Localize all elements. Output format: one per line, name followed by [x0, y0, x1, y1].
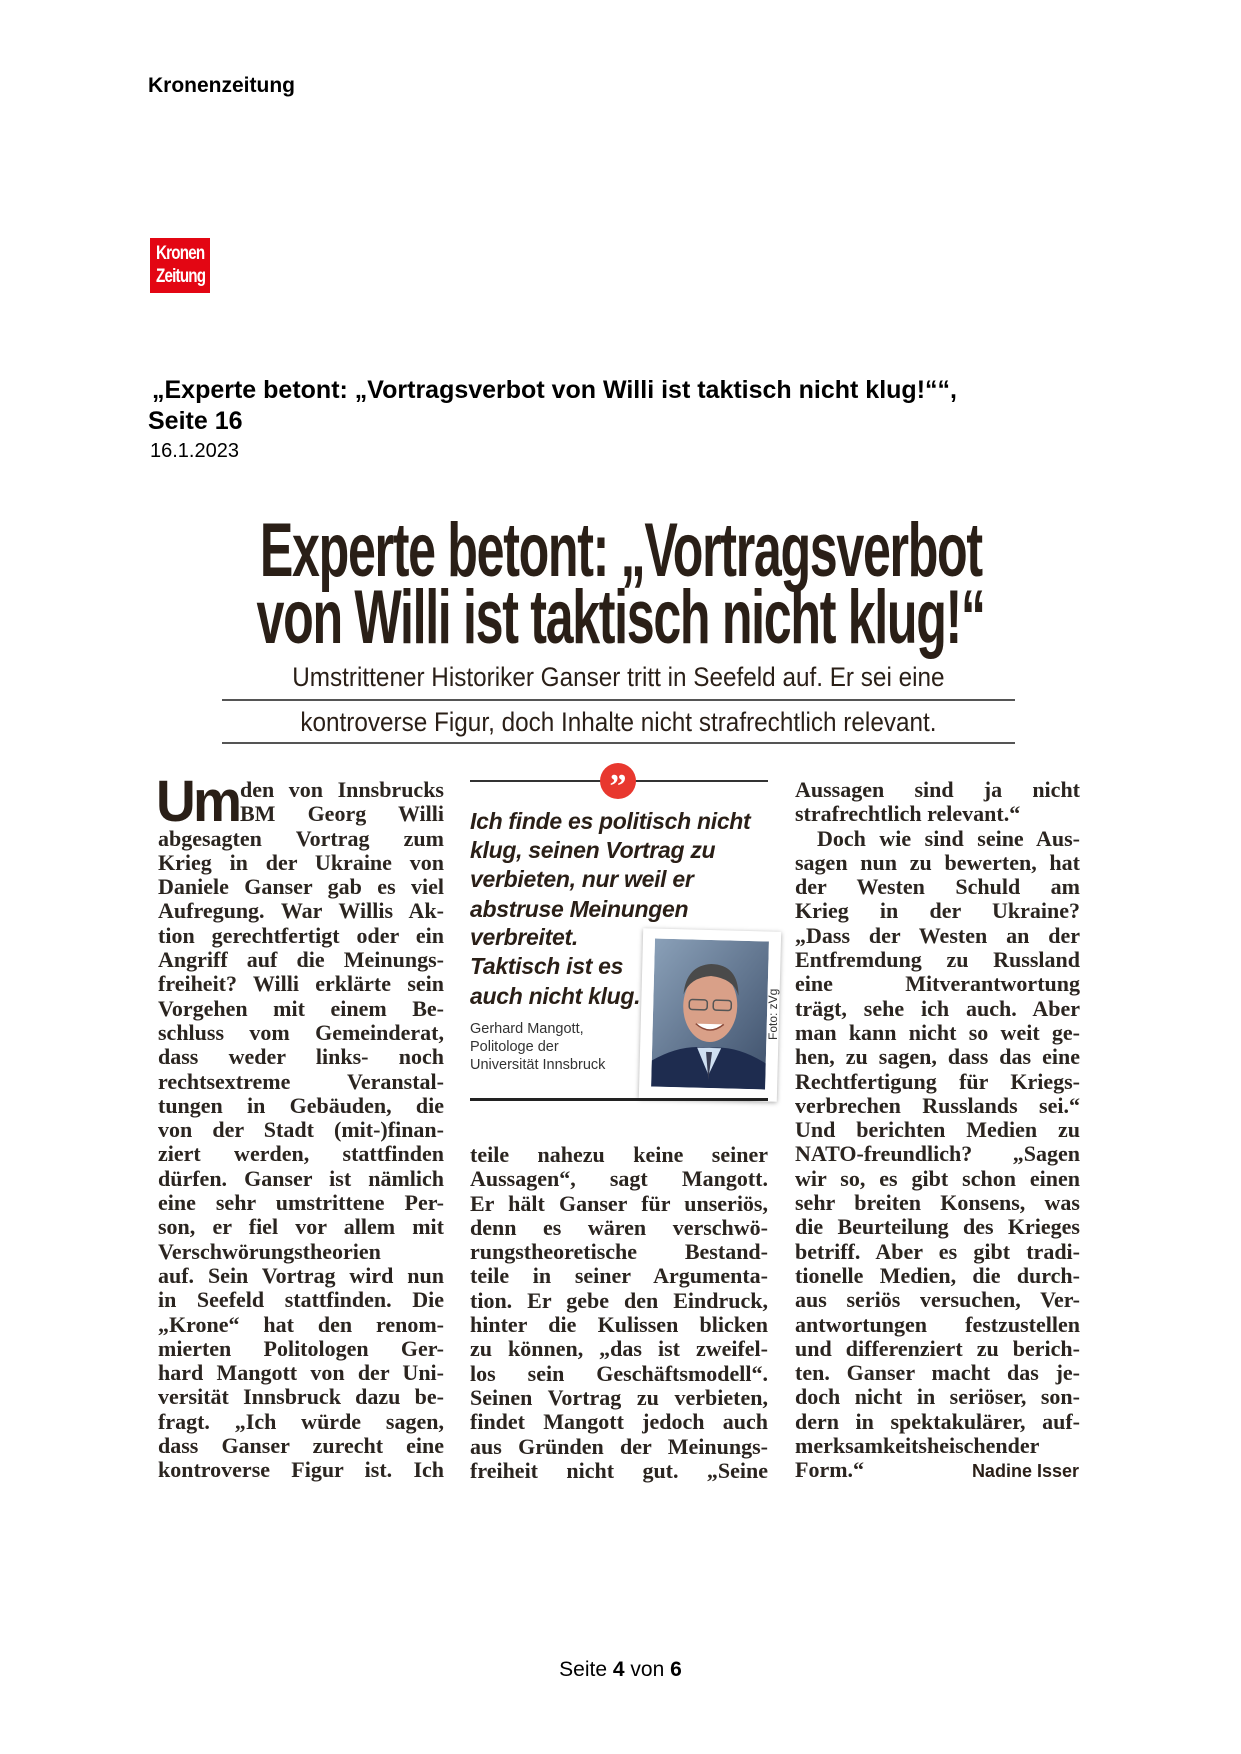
headline-text: von Willi ist taktisch nicht klug!“ — [256, 575, 985, 660]
text-line: zu können, „das ist zweifel- — [470, 1336, 768, 1362]
attribution-line: Gerhard Mangott, — [470, 1021, 584, 1037]
total-pages: 6 — [670, 1658, 682, 1681]
text-line: BM Georg Willi — [240, 801, 444, 827]
headline-line-2 — [0, 575, 1241, 660]
text-line: kontroverse Figur ist. Ich — [158, 1457, 444, 1483]
quote-line: abstruse Meinungen — [470, 896, 689, 922]
text-line: Krieg in der Ukraine von — [158, 849, 444, 875]
current-page-number: 4 — [612, 1658, 625, 1681]
text-line: NATO-freundlich? „Sagen — [795, 1141, 1080, 1167]
text-line: dern in spektakulärer, auf- — [795, 1408, 1080, 1434]
article-column-2 — [470, 1143, 768, 1483]
text-line: schluss vom Gemeinderat, — [158, 1019, 444, 1045]
text-line: freiheit nicht gut. „Seine — [470, 1457, 768, 1483]
text-line: findet Mangott jedoch auch — [470, 1409, 768, 1435]
text-line: Vorgehen mit einem Be- — [158, 995, 444, 1021]
text-line: teile in seiner Argumenta- — [470, 1263, 768, 1289]
footer-prefix: Seite — [559, 1658, 608, 1681]
quote-line: verbreitet. — [470, 924, 578, 950]
text-line: dürfen. Ganser ist nämlich — [158, 1165, 444, 1191]
text-line: teile nahezu keine seiner — [470, 1142, 768, 1167]
text-line: betriff. Aber es gibt tradi- — [795, 1238, 1080, 1264]
text-line: hard Mangott von der Uni- — [158, 1360, 444, 1386]
text-line: freiheit? Willi erklärte sein — [158, 971, 444, 997]
text-line: sagen nun zu bewerten, hat — [795, 849, 1080, 875]
text-line: Aussagen“, sagt Mangott. — [470, 1166, 768, 1192]
drop-cap: Um — [156, 769, 240, 834]
subheadline-text: Umstrittener Historiker Ganser tritt in Seefeld auf. Er sei eine — [292, 662, 945, 692]
text-line: Rechtfertigung für Kriegs- — [795, 1068, 1080, 1094]
source-name: Kronenzeitung — [148, 74, 295, 97]
text-line: Aufregung. War Willis Ak- — [158, 898, 444, 924]
text-line: eine Mitverantwortung — [795, 971, 1080, 997]
article-column-3 — [795, 778, 1080, 1483]
text-line: versität Innsbruck dazu be- — [158, 1384, 444, 1410]
text-line: wir so, es gibt schon einen — [795, 1165, 1080, 1191]
text-line: verbrechen Russlands sei.“ — [795, 1092, 1080, 1118]
text-line: son, er fiel vor allem mit — [158, 1214, 444, 1240]
text-line: Krieg in der Ukraine? — [795, 898, 1080, 924]
subheadline-rule — [222, 699, 1015, 701]
text-line: tion. Er gebe den Eindruck, — [470, 1287, 768, 1313]
text-line: merksamkeitsheischender — [795, 1433, 1040, 1459]
text-line: tungen in Gebäuden, die — [158, 1092, 444, 1118]
text-line: Er hält Ganser für unseriös, — [470, 1190, 768, 1216]
text-line: eine sehr umstrittene Per- — [158, 1190, 444, 1216]
text-line: antwortungen festzustellen — [795, 1311, 1080, 1337]
text-line: den von Innsbrucks — [240, 777, 444, 802]
text-line: mierten Politologen Ger- — [158, 1335, 444, 1361]
quote-line: Taktisch ist es — [470, 953, 624, 979]
text-line: strafrechtlich relevant.“ — [795, 801, 1021, 827]
subheadline-rule — [222, 742, 1015, 744]
subheadline-line-1 — [222, 662, 1015, 693]
text-line: dass Ganser zurecht eine — [158, 1433, 444, 1459]
text-line: aus Gründen der Meinungs- — [470, 1433, 768, 1459]
quote-line: Ich finde es politisch nicht — [470, 808, 751, 834]
text-line: die Beurteilung des Krieges — [795, 1214, 1080, 1240]
text-line: man kann nicht so weit ge- — [795, 1019, 1080, 1045]
quote-line: auch nicht klug. — [470, 983, 641, 1009]
text-line: Entfremdung zu Russland — [795, 947, 1080, 973]
photo-credit: Foto: zVg — [766, 988, 780, 1040]
text-line: Aussagen sind ja nicht — [795, 777, 1080, 802]
portrait-photo — [639, 928, 781, 1102]
text-line: „Krone“ hat den renom- — [158, 1311, 444, 1337]
text-line: Daniele Ganser gab es viel — [158, 874, 444, 900]
text-line: und differenziert zu berich- — [795, 1335, 1080, 1361]
text-line: der Westen Schuld am — [795, 874, 1080, 900]
text-line: hen, zu sagen, dass das eine — [795, 1044, 1080, 1070]
quote-bottom-rule — [470, 1098, 768, 1101]
attribution-line: Universität Innsbruck — [470, 1057, 606, 1073]
text-line: denn es wären verschwö- — [470, 1214, 768, 1240]
logo-line-1: Kronen — [156, 243, 205, 264]
text-line: los sein Geschäftsmodell“. — [470, 1360, 768, 1386]
document-date: 16.1.2023 — [150, 440, 239, 462]
text-line: rungstheoretische Bestand- — [470, 1239, 768, 1265]
document-page-ref: Seite 16 — [148, 407, 243, 435]
text-line: dass weder links- noch — [158, 1044, 444, 1070]
text-line: Und berichten Medien zu — [795, 1117, 1080, 1143]
text-line: aus seriös versuchen, Ver- — [795, 1287, 1080, 1313]
text-line: fragt. „Ich würde sagen, — [158, 1408, 444, 1434]
quote-line: verbieten, nur weil er — [470, 866, 694, 892]
text-line: ten. Ganser macht das je- — [795, 1360, 1080, 1386]
text-line: in Seefeld stattfinden. Die — [158, 1287, 444, 1313]
article-column-1 — [158, 778, 444, 1483]
text-line: Verschwörungstheorien — [158, 1238, 381, 1264]
text-line: rechtsextreme Veranstal- — [158, 1068, 444, 1094]
text-line: Angriff auf die Meinungs- — [158, 947, 444, 973]
attribution-line: Politologe der — [470, 1039, 559, 1055]
text-line: tionelle Medien, die durch- — [795, 1262, 1080, 1288]
document-title: „Experte betont: „Vortragsverbot von Willi ist taktisch nicht klug!““, — [152, 376, 957, 404]
logo-line-2: Zeitung — [156, 266, 206, 287]
page-footer — [0, 1658, 1241, 1682]
text-line: Form.“ — [795, 1457, 865, 1483]
text-line: sehr breiten Konsens, was — [795, 1190, 1080, 1216]
text-line: hinter die Kulissen blicken — [470, 1312, 768, 1338]
text-line: trägt, sehe ich auch. Aber — [795, 995, 1080, 1021]
text-line: auf. Sein Vortrag wird nun — [158, 1262, 444, 1288]
text-line: Seinen Vortrag zu verbieten, — [470, 1384, 768, 1410]
quote-mark-icon: ” — [600, 763, 636, 799]
subheadline-text: kontroverse Figur, doch Inhalte nicht strafrechtlich relevant. — [300, 707, 937, 737]
quote-line: klug, seinen Vortrag zu — [470, 837, 716, 863]
text-line: doch nicht in seriöser, son- — [795, 1384, 1080, 1410]
author-byline: Nadine Isser — [971, 1461, 1079, 1481]
text-line: Doch wie sind seine Aus- — [817, 825, 1080, 851]
text-line: „Dass der Westen an der — [795, 922, 1080, 948]
text-line: ziert werden, stattfinden — [158, 1141, 444, 1167]
text-line: abgesagten Vortrag zum — [158, 825, 444, 851]
text-line: von der Stadt (mit-)finan- — [158, 1117, 444, 1143]
footer-middle: von — [630, 1658, 665, 1681]
text-line: tion gerechtfertigt oder ein — [158, 922, 444, 948]
subheadline-line-2 — [222, 707, 1015, 738]
headline-text: Experte betont: „Vortragsverbot — [259, 508, 982, 593]
portrait-image — [651, 939, 769, 1090]
kronen-zeitung-logo — [150, 238, 210, 293]
